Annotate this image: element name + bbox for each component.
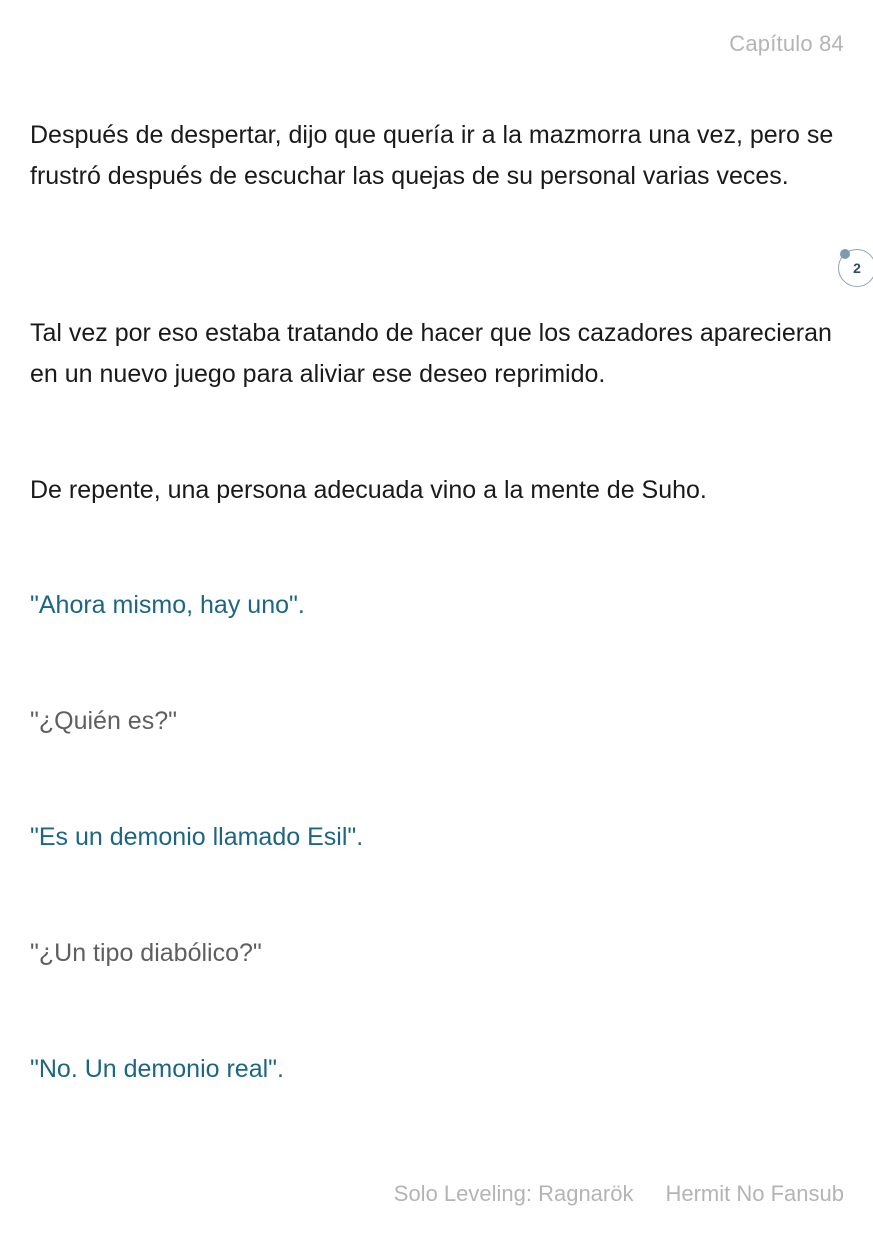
paragraph-1: Después de despertar, dijo que quería ir a la mazmorra una vez, pero se frustró después de escuchar las quejas de su personal varias veces. [30,121,834,190]
footer-series-title: Solo Leveling: Ragnarök [393,1181,634,1206]
chapter-title: Capítulo 84 [729,31,844,56]
page-footer [394,1181,844,1207]
paragraph-2: Tal vez por eso estaba tratando de hacer que los cazadores aparecieran en un nuevo juego para aliviar ese deseo reprimido. [30,319,832,388]
dialogue-line-5: "No. Un demonio real". [30,1055,284,1083]
footer-translator: Hermit No Fansub [665,1181,844,1206]
paragraph-3: De repente, una persona adecuada vino a la mente de Suho. [30,476,707,504]
dialogue-line-1: "Ahora mismo, hay uno". [30,591,305,619]
dialogue-line-4: "¿Un tipo diabólico?" [30,939,262,967]
dialogue-line-3: "Es un demonio llamado Esil". [30,823,364,851]
comment-bubble-icon [840,249,850,259]
dialogue-line-2: "¿Quién es?" [30,707,177,735]
comment-count: 2 [853,260,861,276]
